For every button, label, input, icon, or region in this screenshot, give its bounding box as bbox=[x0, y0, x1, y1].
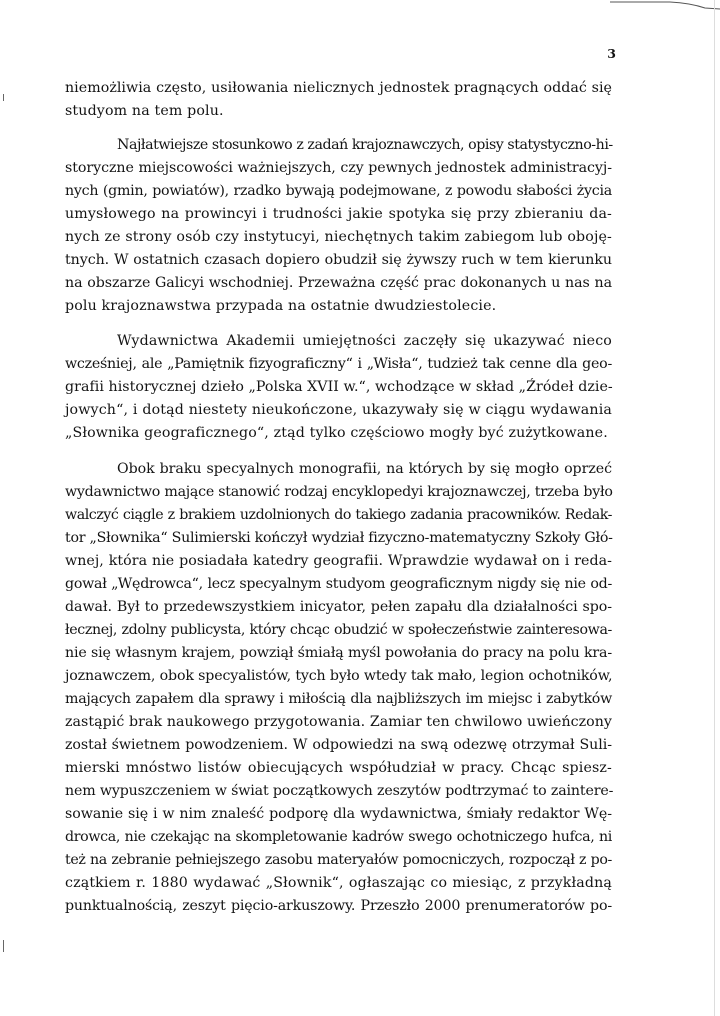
text-line: „Słownika geograficznego“, ztąd tylko częściowo mogły być zużytkowane. bbox=[65, 425, 608, 441]
text-line: nych (gmin, powiatów), rzadko bywają podejmowane, z powodu słabości życia bbox=[65, 183, 612, 199]
text-line: został świetnem powodzeniem. W odpowiedzi na swą odezwę otrzymał Suli- bbox=[65, 737, 612, 753]
text-line: nie się własnym krajem, powziął śmiałą myśl powołania do pracy na polu kra- bbox=[65, 645, 612, 661]
text-line: łecznej, zdolny publicysta, który chcąc obudzić w społeczeństwie zainteresowa- bbox=[65, 622, 612, 638]
text-line: nych ze strony osób czy instytucyi, niechętnych takim zabiegom lub oboję- bbox=[65, 229, 612, 245]
text-line: wydawnictwo mające stanowić rodzaj encyklopedyi krajoznawczej, trzeba było bbox=[65, 484, 613, 500]
text-line: storyczne miejscowości ważniejszych, czy pewnych jednostek administracyj- bbox=[65, 160, 612, 176]
text-line: wnej, która nie posiadała katedry geografii. Wprawdzie wydawał on i reda- bbox=[65, 553, 612, 569]
scan-edge-artifact bbox=[3, 94, 4, 101]
text-line: tor „Słownika“ Sulimierski kończył wydział fizyczno-matematyczny Szkoły Głó- bbox=[65, 530, 613, 546]
text-line: Najłatwiejsze stosunkowo z zadań krajoznawczych, opisy statystyczno-hi- bbox=[117, 137, 613, 153]
text-line: tnych. W ostatnich czasach dopiero obudził się żywszy ruch w tem kierunku bbox=[65, 252, 612, 268]
text-line: wcześniej, ale „Pamiętnik fizyograficzny“ i „Wisła“, tudzież tak cenne dla geo- bbox=[65, 356, 612, 372]
text-line: czątkiem r. 1880 wydawać „Słownik“, ogłaszając co miesiąc, z przykładną bbox=[65, 875, 612, 891]
text-line: grafii historycznej dzieło „Polska XVII w.“, wchodzące w skład „Źródeł dzie- bbox=[65, 379, 613, 395]
text-line: walczyć ciągle z brakiem uzdolnionych do takiego zadania pracowników. Redak- bbox=[65, 507, 612, 523]
text-line: studyom na tem polu. bbox=[65, 103, 224, 119]
text-line: też na zebranie pełniejszego zasobu materyałów pomocniczych, rozpoczął z po- bbox=[65, 852, 612, 868]
scan-corner-artifact bbox=[610, 0, 720, 20]
text-line: punktualnością, zeszyt pięcio-arkuszowy. Przeszło 2000 prenumeratorów po- bbox=[65, 898, 612, 914]
scan-edge-artifact bbox=[714, 0, 715, 1016]
text-line: jowych“, i dotąd niestety nieukończone, ukazywały się w ciągu wydawania bbox=[65, 402, 612, 418]
text-line: nem wypuszczeniem w świat początkowych zeszytów podtrzymać to zaintere- bbox=[65, 783, 614, 799]
text-line: mierski mnóstwo listów obiecujących współudział w pracy. Chcąc spiesz- bbox=[65, 760, 612, 776]
text-line: na obszarze Galicyi wschodniej. Przeważna część prac dokonanych u nas na bbox=[65, 275, 612, 291]
page-number: 3 bbox=[607, 46, 616, 61]
text-line: zastąpić brak naukowego przygotowania. Zamiar ten chwilowo uwieńczony bbox=[65, 714, 612, 730]
text-line: sowanie się i w nim znaleść podporę dla wydawnictwa, śmiały redaktor Wę- bbox=[65, 806, 612, 822]
text-line: Obok braku specyalnych monografii, na których by się mogło oprzeć bbox=[117, 461, 612, 477]
text-line: Wydawnictwa Akademii umiejętności zaczęły się ukazywać nieco bbox=[117, 333, 612, 349]
text-line: niemożliwia często, usiłowania nielicznych jednostek pragnących oddać się bbox=[65, 80, 612, 96]
text-line: joznawczem, obok specyalistów, tych było wtedy tak mało, legion ochotników, bbox=[65, 668, 613, 684]
text-line: dawał. Był to przedewszystkiem inicyator, pełen zapału dla działalności spo- bbox=[65, 599, 612, 615]
text-line: drowca, nie czekając na skompletowanie kadrów swego ochotniczego hufca, ni bbox=[65, 829, 612, 845]
text-line: mających zapałem dla sprawy i miłością dla najbliższych im miejsc i zabytków bbox=[65, 691, 612, 707]
text-line: umysłowego na prowincyi i trudności jakie spotyka się przy zbieraniu da- bbox=[65, 206, 612, 222]
scan-edge-artifact bbox=[3, 940, 4, 952]
text-line: gował „Wędrowca“, lecz specyalnym studyom geograficznym nigdy się nie od- bbox=[65, 576, 612, 592]
text-line: polu krajoznawstwa przypada na ostatnie dwudziestolecie. bbox=[65, 298, 497, 314]
